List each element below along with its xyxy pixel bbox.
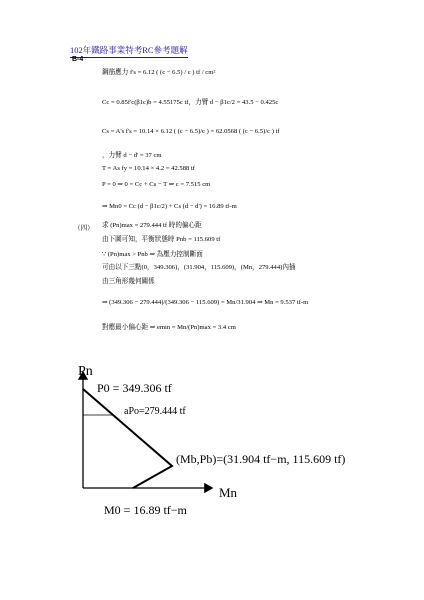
m0-label: M0 = 16.89 tf−m — [104, 503, 187, 517]
balance-point-label: (Mb,Pb)=(31.904 tf−m, 115.609 tf) — [176, 452, 346, 466]
eq-moment: ⇒ Mn0 = Cc (d − β1c/2) + Cs (d − d') = 16.89 tf-m — [102, 203, 237, 210]
eq-steel-stress: 鋼筋應力 f's = 6.12 ( (c − 6.5) / c ) tf / cm² — [102, 69, 216, 76]
part-four-line-7: 對應最小偏心距 ⇒ emin = Mn/(Pn)max = 3.4 cm — [102, 324, 236, 331]
part-four-line-2: 由下圖可知，平衡狀態時 Pnb = 115.609 tf — [102, 236, 221, 243]
eq-lever-arm: ，力臂 d − d' = 37 cm — [102, 152, 162, 159]
y-axis-label: Pn — [78, 364, 93, 379]
eq-steel-force: Cs = A's f's = 10.14 × 6.12 ( (c − 6.5)/c ) = 62.0568 ( (c − 6.5)/c ) tf — [102, 128, 280, 135]
part-four-line-5: 由三角形幾何關係 — [102, 278, 155, 285]
part-four-line-1: 求 (Pn)max = 279.444 tf 時的偏心距 — [102, 222, 202, 229]
x-axis-label: Mn — [219, 485, 238, 500]
part-four-line-4: 可由以下三點(0，349.306)，(31.904，115.609)，(Mn，279.444)內插 — [102, 264, 296, 271]
eq-tension: T = As fy = 10.14 × 4.2 = 42.588 tf — [102, 165, 195, 172]
interaction-curve — [83, 389, 172, 488]
section-label: B-4 — [72, 56, 84, 63]
p0-label: P0 = 349.306 tf — [97, 381, 172, 395]
eq-concrete-force: Cc = 0.85f'c(β1c)b = 4.55175c tf，力臂 d − β1c/2 = 43.5 − 0.425c — [102, 99, 279, 106]
eq-equilibrium: P = 0 ⇒ 0 = Cc + Cs − T ⇒ c = 7.515 cm — [102, 181, 211, 188]
part-four-line-6: ⇒ (349.306 − 279.444)/(349.306 − 115.609) = Mn/31.904 ⇒ Mn = 9.537 tf-m — [102, 299, 309, 306]
part-four-label: （四） — [74, 225, 94, 232]
apo-label: aPo=279.444 tf — [124, 406, 186, 417]
page-header-title: 102年鐵路事業特考RC參考題解 — [70, 44, 188, 58]
part-four-line-3: ∵ (Pn)max > Pnb ⇒ 為壓力控制斷面 — [102, 251, 203, 258]
